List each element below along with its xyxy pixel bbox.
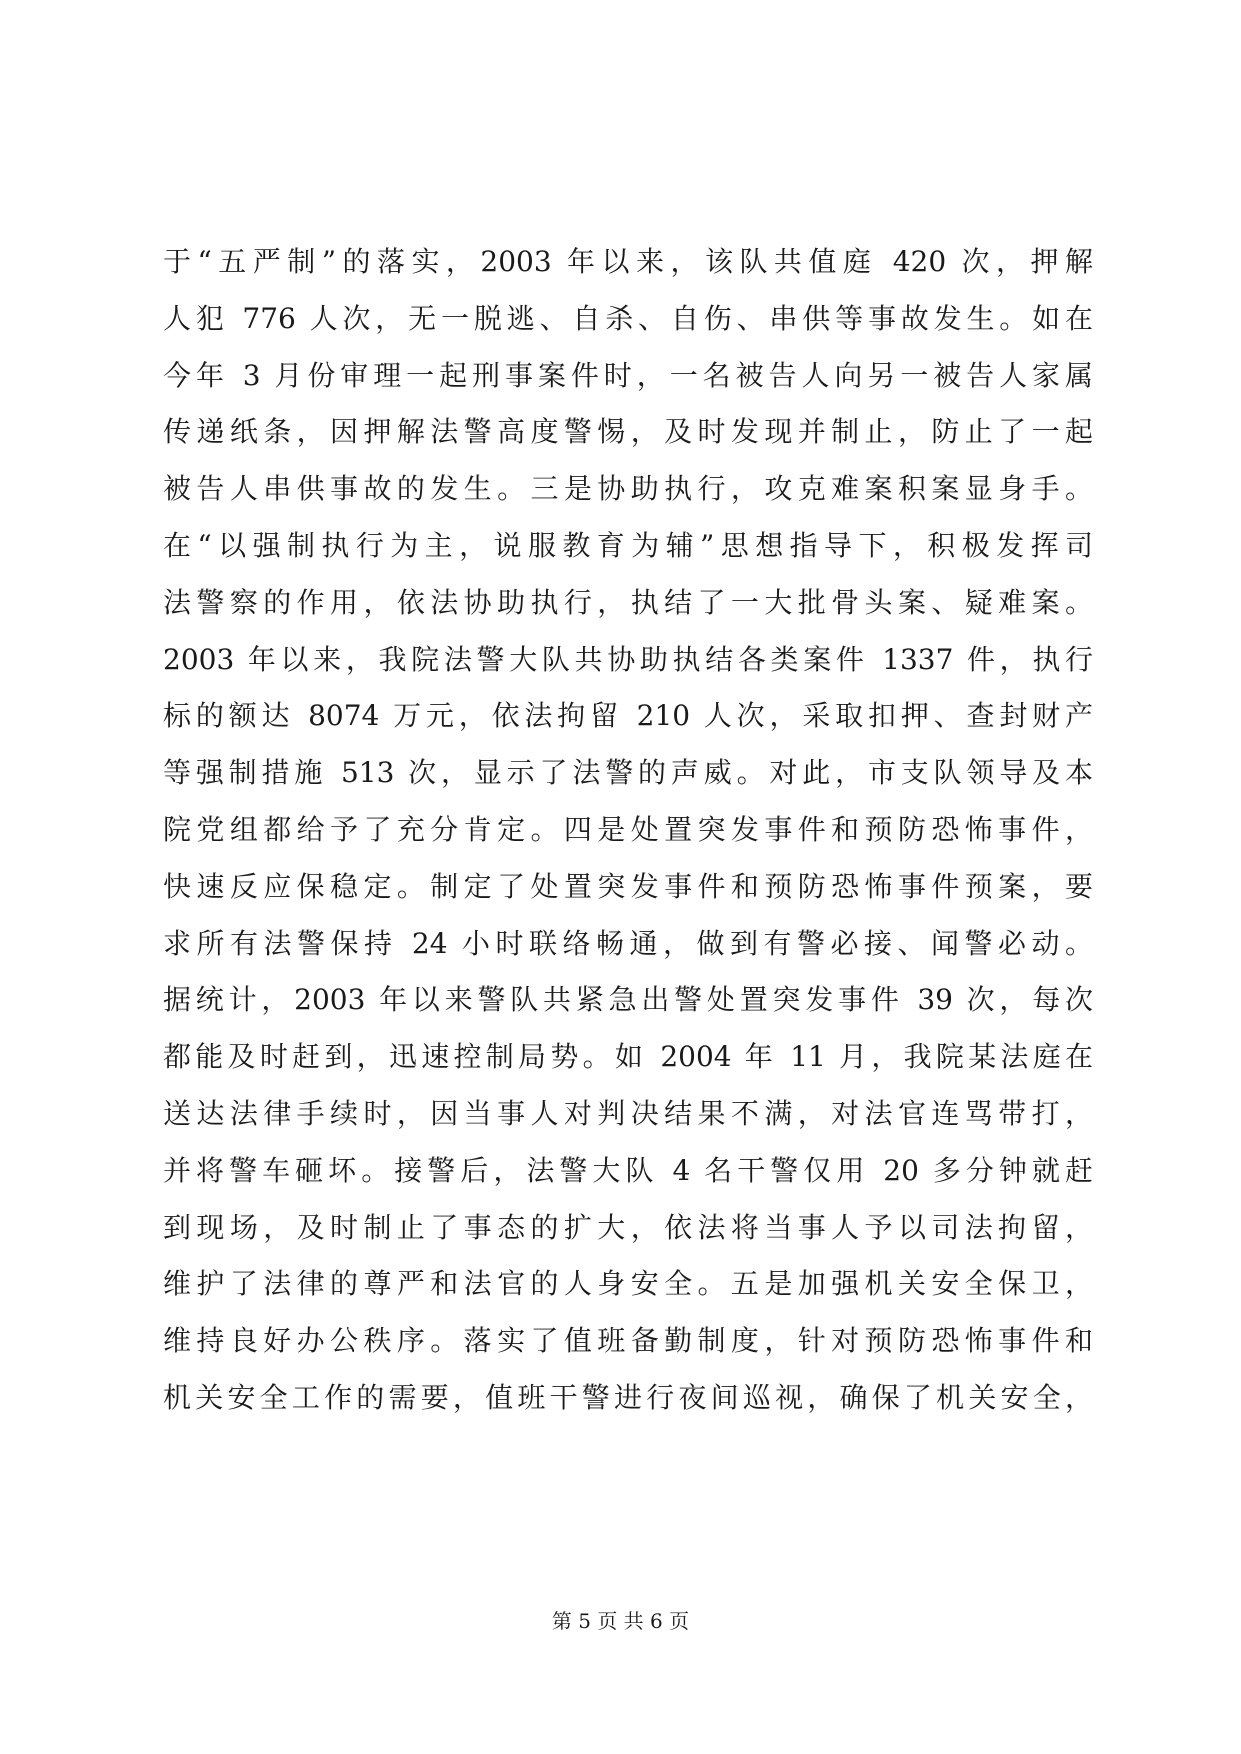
- text-line: 快速反应保稳定。制定了处置突发事件和预防恐怖事件预案，要: [163, 869, 1093, 903]
- text-line: 2003 年以来，我院法警大队共协助执结各类案件 1337 件，执行: [163, 642, 1093, 676]
- text-line: 被告人串供事故的发生。三是协助执行，攻克难案积案显身手。: [163, 472, 1093, 506]
- text-line: 传递纸条，因押解法警高度警惕，及时发现并制止，防止了一起: [163, 415, 1093, 449]
- page-number: 第 5 页 共 6 页: [551, 1609, 690, 1633]
- text-line: 求所有法警保持 24 小时联络畅通，做到有警必接、闻警必动。: [163, 926, 1093, 960]
- text-line: 法警察的作用，依法协助执行，执结了一大批骨头案、疑难案。: [163, 585, 1093, 619]
- text-line: 标的额达 8074 万元，依法拘留 210 人次，采取扣押、查封财产: [163, 699, 1093, 733]
- text-line: 等强制措施 513 次，显示了法警的声威。对此，市支队领导及本: [163, 756, 1093, 790]
- text-line: 于“五严制”的落实，2003 年以来，该队共值庭 420 次，押解: [163, 245, 1093, 278]
- text-line: 维持良好办公秩序。落实了值班备勤制度，针对预防恐怖事件和: [163, 1324, 1093, 1358]
- text-line: 院党组都给予了充分肯定。四是处置突发事件和预防恐怖事件，: [163, 812, 1093, 846]
- text-line: 机关安全工作的需要，值班干警进行夜间巡视，确保了机关安全，: [163, 1380, 1093, 1414]
- text-line: 都能及时赶到，迅速控制局势。如 2004 年 11 月，我院某法庭在: [163, 1040, 1093, 1074]
- text-line: 人犯 776 人次，无一脱逃、自杀、自伤、串供等事故发生。如在: [163, 301, 1093, 335]
- page-footer: [0, 1607, 1241, 1635]
- body-text: [163, 234, 1093, 1427]
- text-line: 送达法律手续时，因当事人对判决结果不满，对法官连骂带打，: [163, 1096, 1093, 1130]
- text-line: 维护了法律的尊严和法官的人身安全。五是加强机关安全保卫，: [163, 1267, 1093, 1301]
- text-line: 在“以强制执行为主，说服教育为辅”思想指导下，积极发挥司: [163, 528, 1093, 562]
- text-line: 并将警车砸坏。接警后，法警大队 4 名干警仅用 20 多分钟就赶: [163, 1153, 1093, 1187]
- text-line: 到现场，及时制止了事态的扩大，依法将当事人予以司法拘留，: [163, 1210, 1093, 1244]
- text-line: 今年 3 月份审理一起刑事案件时，一名被告人向另一被告人家属: [163, 358, 1093, 392]
- text-line: 据统计，2003 年以来警队共紧急出警处置突发事件 39 次，每次: [163, 983, 1093, 1017]
